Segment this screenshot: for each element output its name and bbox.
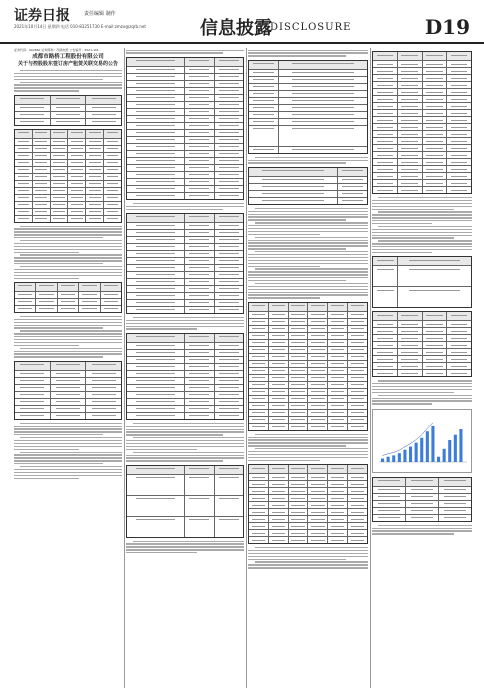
- bar-chart-svg: [373, 410, 471, 470]
- data-table: [248, 464, 368, 544]
- chart-bar: [398, 453, 401, 462]
- data-table: [372, 51, 472, 194]
- chart-bar: [443, 448, 446, 461]
- section-title: 信息披露: [200, 18, 272, 39]
- chart-bar: [454, 434, 457, 461]
- chart-trend-line: [383, 423, 433, 456]
- chart-bar: [381, 458, 384, 462]
- data-table: [248, 167, 368, 205]
- data-table: [126, 213, 244, 314]
- chart-bar: [431, 426, 434, 462]
- data-table: [248, 60, 368, 154]
- data-table: [248, 302, 368, 431]
- text-block: [372, 197, 472, 253]
- chart-bar: [437, 456, 440, 461]
- page-number: D19: [424, 15, 470, 39]
- data-table: [372, 311, 472, 377]
- text-block: [248, 208, 368, 299]
- column-1: [14, 48, 122, 693]
- newspaper-logo: 证券日报: [14, 8, 70, 24]
- chart-bar: [392, 455, 395, 462]
- text-block: [372, 380, 472, 404]
- chart-bar: [387, 456, 390, 461]
- column-divider: [246, 48, 247, 688]
- chart-bar: [409, 446, 412, 461]
- section-subtitle: DISCLOSURE: [270, 22, 352, 33]
- masthead: [0, 0, 484, 44]
- text-block: [14, 70, 122, 92]
- data-table: [372, 477, 472, 522]
- column-3: [248, 48, 368, 693]
- text-block: [126, 317, 244, 330]
- text-block: [248, 434, 368, 461]
- chart-bar: [420, 437, 423, 461]
- text-block: [14, 226, 122, 279]
- text-block: [126, 203, 244, 210]
- text-block: [248, 157, 368, 164]
- company-name: 成都市路桥工程股份有限公司: [32, 54, 104, 60]
- column-divider: [124, 48, 125, 688]
- bar-chart-figure: [372, 409, 472, 473]
- data-table: [126, 465, 244, 538]
- chart-bar: [459, 429, 462, 462]
- chart-bar: [403, 449, 406, 461]
- announcement-code: 证券代码：002660 证券简称：茂硕电源 公告编号：2021-101: [14, 48, 99, 52]
- data-table: [14, 282, 122, 313]
- data-table: [126, 57, 244, 200]
- chart-bar: [415, 442, 418, 461]
- data-table: [14, 129, 122, 223]
- chart-bar: [448, 440, 451, 462]
- text-block: [248, 50, 368, 57]
- text-block: [126, 50, 244, 54]
- text-block: [14, 423, 122, 479]
- text-block: [126, 541, 244, 554]
- column-4: [372, 48, 472, 693]
- text-block: [126, 423, 244, 462]
- header-meta: 2021年10月14日 星期四 电话 010-83251730 E-mail:zmzx@zqrb.net: [14, 24, 146, 29]
- text-block: [14, 316, 122, 358]
- text-block: [372, 525, 472, 535]
- data-table: [14, 95, 122, 126]
- announcement-title: 关于与控股股东签订房产租赁关联交易的公告: [17, 61, 118, 67]
- data-table: [14, 361, 122, 420]
- data-table: [372, 256, 472, 308]
- text-block: [248, 547, 368, 569]
- column-divider: [370, 48, 371, 688]
- column-2: [126, 48, 244, 693]
- data-table: [126, 333, 244, 420]
- edition-label: 责任编辑 制作: [84, 11, 116, 17]
- chart-bar: [426, 431, 429, 462]
